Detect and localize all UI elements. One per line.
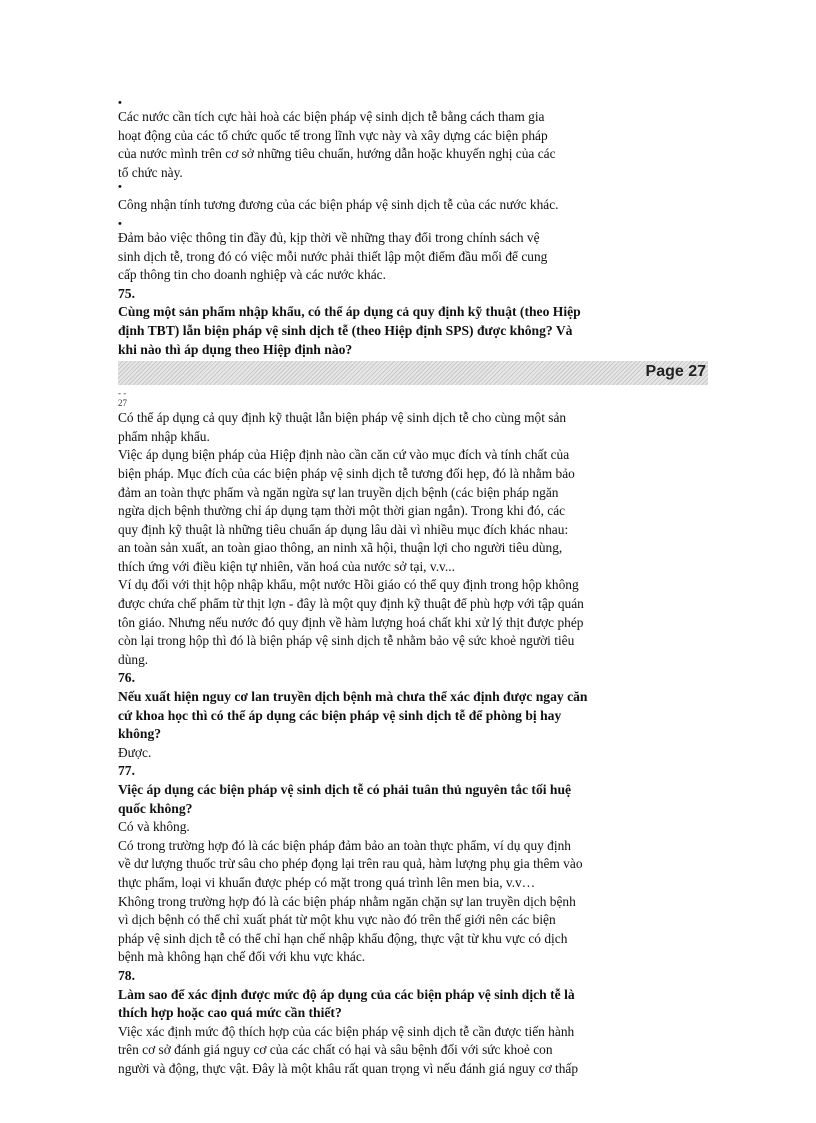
question-number: 77.	[118, 763, 135, 779]
text-line: Ví dụ đối với thịt hộp nhập khẩu, một nước Hồi giáo có thể quy định trong hộp không	[118, 577, 579, 593]
question-line: định TBT) lẫn biện pháp vệ sinh dịch tễ (theo Hiệp định SPS) được không? Và	[118, 322, 573, 338]
answer-77	[118, 818, 708, 967]
text-line: Việc xác định mức độ thích hợp của các biện pháp vệ sinh dịch tễ cần được tiến hành	[118, 1023, 575, 1039]
question-78	[118, 986, 708, 1023]
text-line: được chứa chế phẩm từ thịt lợn - đây là một quy định kỹ thuật để phù hợp với tập quán	[118, 596, 584, 612]
answer-78	[118, 1023, 708, 1079]
paragraph-harmonize	[118, 108, 708, 182]
text-line: cấp thông tin cho doanh nghiệp và các nước khác.	[118, 267, 386, 283]
question-76	[118, 688, 708, 744]
text-line: vì dịch bệnh có thể chỉ xuất phát từ một khu vực nào đó trên thế giới nên các biện	[118, 912, 556, 928]
text-line: Công nhận tính tương đương của các biện pháp vệ sinh dịch tễ của các nước khác.	[118, 197, 559, 213]
text-line: Có và không.	[118, 819, 190, 835]
text-line: sinh dịch tễ, trong đó có việc mỗi nước phải thiết lập một điểm đầu mối để cung	[118, 248, 548, 264]
paragraph-transparency	[118, 229, 708, 285]
page-label: Page 27	[645, 363, 706, 381]
text-line: phẩm nhập khẩu.	[118, 428, 210, 444]
text-line: thích ứng với điều kiện tự nhiên, văn hoá của nước sở tại, v.v...	[118, 558, 455, 574]
text-line: của nước mình trên cơ sở những tiêu chuẩn, hướng dẫn hoặc khuyến nghị của các	[118, 146, 556, 162]
text-line: pháp vệ sinh dịch tễ có thể chỉ hạn chế nhập khẩu động, thực vật từ khu vực có dịch	[118, 930, 568, 946]
text-line: trên cơ sở đánh giá nguy cơ của các chất có hại và sâu bệnh đối với sức khoẻ con	[118, 1042, 553, 1058]
text-line: Đảm bảo việc thông tin đầy đủ, kịp thời về những thay đổi trong chính sách vệ	[118, 229, 540, 245]
text-line: còn lại trong hộp thì đó là biện pháp vệ sinh dịch tễ nhằm bảo vệ sức khoẻ người tiêu	[118, 633, 575, 649]
text-line: hoạt động của các tổ chức quốc tế trong lĩnh vực này và xây dựng các biện pháp	[118, 127, 548, 143]
question-line: Cùng một sản phẩm nhập khẩu, có thể áp dụng cả quy định kỹ thuật (theo Hiệp	[118, 304, 581, 320]
paragraph-equivalence	[118, 196, 708, 215]
question-line: Làm sao để xác định được mức độ áp dụng của các biện pháp vệ sinh dịch tễ là	[118, 986, 575, 1002]
text-line: thực phẩm, loại vi khuẩn được phép có mặt trong quá trình lên men bia, v.v…	[118, 874, 536, 890]
text-line: tôn giáo. Nhưng nếu nước đó quy định về hàm lượng hoá chất khi xử lý thịt được phép	[118, 614, 584, 630]
text-line: Các nước cần tích cực hài hoà các biện pháp vệ sinh dịch tễ bằng cách tham gia	[118, 109, 545, 124]
question-77	[118, 781, 708, 818]
text-line: bệnh mà không hạn chế đối với khu vực khác.	[118, 949, 366, 965]
text-line: dùng.	[118, 651, 149, 667]
text-line: Việc áp dụng biện pháp của Hiệp định nào cần căn cứ vào mục đích và tính chất của	[118, 447, 570, 463]
bullet-marker: •	[118, 217, 122, 230]
text-line: đảm an toàn thực phẩm và ngăn ngừa sự lan truyền dịch bệnh (các biện pháp ngăn	[118, 484, 559, 500]
question-line: thích hợp hoặc cao quá mức cần thiết?	[118, 1005, 342, 1021]
page-break-band	[118, 361, 708, 385]
text-line: ngừa dịch bệnh thường chỉ áp dụng tạm thời một thời gian ngắn). Trong khi đó, các	[118, 503, 566, 519]
text-line: Có thể áp dụng cả quy định kỹ thuật lẫn biện pháp vệ sinh dịch tễ cho cùng một sản	[118, 410, 567, 426]
question-line: cứ khoa học thì có thể áp dụng các biện pháp vệ sinh dịch tễ để phòng bị hay	[118, 707, 562, 723]
question-line: không?	[118, 726, 162, 742]
text-line: Có trong trường hợp đó là các biện pháp đảm bảo an toàn thực phẩm, ví dụ quy định	[118, 837, 571, 853]
question-line: quốc không?	[118, 800, 193, 816]
page-dashes: - -	[118, 388, 127, 399]
text-line: người và động, thực vật. Đây là một khâu rất quan trọng vì nếu đánh giá nguy cơ thấp	[118, 1060, 579, 1076]
question-number: 78.	[118, 967, 135, 983]
text-line: tổ chức này.	[118, 164, 183, 180]
question-line: khi nào thì áp dụng theo Hiệp định nào?	[118, 341, 353, 357]
question-75	[118, 303, 708, 359]
question-number: 75.	[118, 285, 135, 301]
bullet-marker: •	[118, 181, 122, 194]
text-line: an toàn sản xuất, an toàn giao thông, an ninh xã hội, thuận lợi cho người tiêu dùng,	[118, 540, 563, 556]
question-line: Nếu xuất hiện nguy cơ lan truyền dịch bệnh mà chưa thể xác định được ngay căn	[118, 689, 588, 705]
text-line: Không trong trường hợp đó là các biện pháp nhằm ngăn chặn sự lan truyền dịch bệnh	[118, 893, 576, 909]
document-body	[118, 98, 708, 1079]
text-line: quy định kỹ thuật là những tiêu chuẩn áp dụng lâu dài vì nhiều mục đích khác nhau:	[118, 521, 569, 537]
answer-75	[118, 409, 708, 669]
answer-76: Được.	[118, 744, 152, 760]
text-line: biện pháp. Mục đích của các biện pháp vệ sinh dịch tễ tương đối hẹp, đó là nhằm bảo	[118, 465, 575, 481]
question-number: 76.	[118, 670, 135, 686]
text-line: về dư lượng thuốc trừ sâu cho phép đọng lại trên rau quả, hàm lượng phụ gia thêm vào	[118, 856, 583, 872]
page-number: 27	[118, 398, 127, 409]
bullet-marker: •	[118, 97, 122, 109]
question-line: Việc áp dụng các biện pháp vệ sinh dịch tễ có phải tuân thủ nguyên tắc tối huệ	[118, 782, 572, 797]
